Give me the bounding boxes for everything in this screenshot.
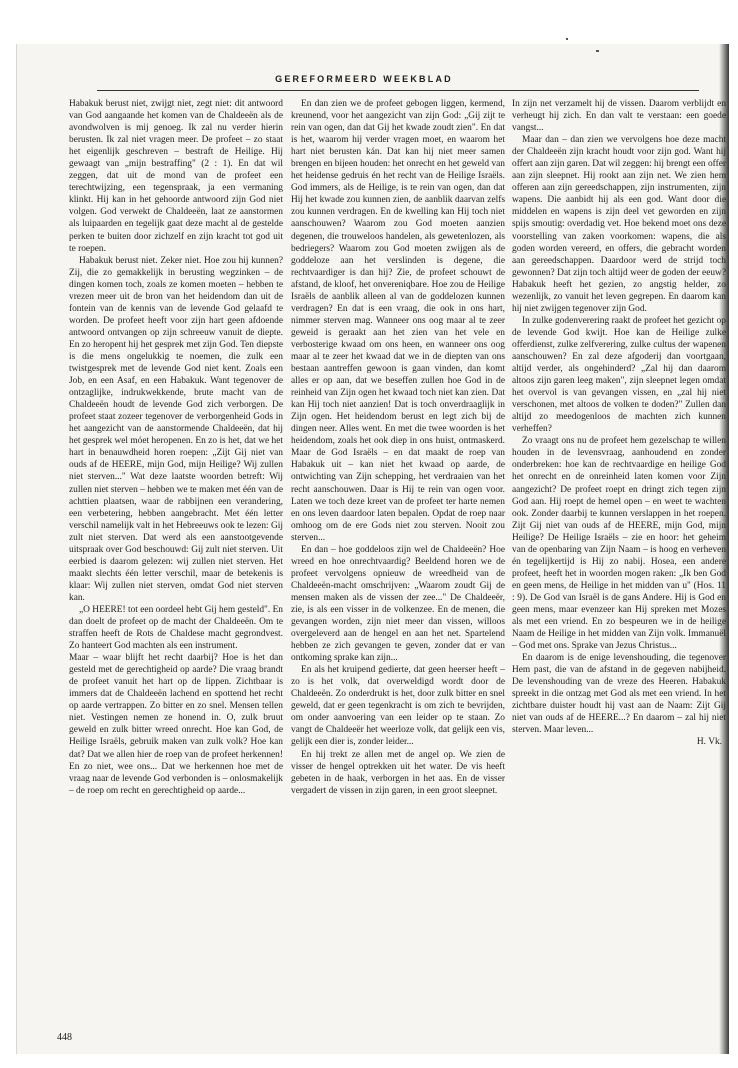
page-number: 448	[57, 1032, 72, 1043]
paragraph: In zijn net verzamelt hij de vissen. Daarom verblijdt en verheugt hij zich. En dan valt te verstaan: een goede vangst...	[512, 99, 726, 134]
paragraph: Habakuk berust niet, zwijgt niet, zegt niet: dit antwoord van God aangaande het komen van de Chaldeeën als de avondwolven is mij genoeg. Ik zal nu verder hierin berusten. Ik zal niet vragen meer. De profeet – zo staat het eigenlijk geschreven – bestraft de Heilige. Hij gewaagt van „mijn bestraffing" (2 : 1). En dat wil zeggen, dat uit de mond van de profeet een terechtwijzing, een tegenspraak, ja een vermaning klinkt. Hij kan in het gehoorde antwoord zijn God niet volgen. God verwekt de Chaldeeën, laat ze aanstormen als luipaarden en tegelijk gaat deze macht al de gestelde perken te buiten door zichzelf en zijn kracht tot god uit te roepen.	[69, 99, 283, 254]
paragraph: En als het kruipend gedierte, dat geen heerser heeft – zo is het volk, dat overweldigd wordt door de Chaldeeën. Zo onderdrukt is het, door zulk bitter en snel geweld, dat er geen tegenkracht is om zich te bevrijden, om onder aanvoering van een leider op te staan. Zo vangt de Chaldeeër het weerloze volk, dat gelijk een vis, gelijk een dier is, zonder leider...	[291, 665, 505, 748]
author-signature: H. Vk.	[696, 737, 722, 748]
scan-speck	[566, 38, 568, 40]
scan-speck	[596, 50, 599, 52]
paragraph: En dan zien we de profeet gebogen liggen, kermend, kreunend, voor het aangezicht van zijn God: „Gij zijt te rein van ogen, dan dat Gij het kwade zoudt zien". En dat is het, waarom hij verder vragen moet, en waarom het hart niet berusten kán. Dat kan hij niet meer samen brengen en bijeen houden: het onrecht en het geweld van het heidense gedruis én het recht van de Heilige Israëls. God immers, als de Heilige, is te rein van ogen, dan dat Hij het kwade zou kunnen zien, de aanblik daarvan zelfs zou kunnen verdragen. En de kwelling kan Hij toch niet aanschouwen? Waarom zou God moeten aanzien degenen, die trouweloos handelen, als gewetenlozen, als bedriegers? Waarom zou God moeten zwijgen als de goddeloze aan het verslinden is degene, die rechtvaardiger is dan hij? Zie, de profeet schouwt de afstand, de kloof, het onvereniqbare. Hoe zou de Heilige Israëls de aanblik alleen al van de goddelozen kunnen verdragen? En dat is een vraag, die ook in ons hart, nimmer sterven mag. Wanneer ons oog maar al te zeer geweid is geraakt aan het zien van het vele en verbosterige kwaad om ons heen, en wanneer ons oog maar al te zeer het kwaad dat we in de diepten van ons bestaan aantreffen gewoon is gaan vinden, dan komt alles er op aan, dat we beseffen zullen hoe God in de reinheid van Zijn ogen het kwaad toch niet kan zien. Dat kan Hij toch niet aanzien! Dat is toch onverdraaglijk in Zijn ogen. Het heidendom berust en legt zich bij de dingen neer. Alles went. En met die twee woorden is het heidendom, zoals het ook diep in ons huist, ontmaskerd. Maar de God Israëls – en dat maakt de roep van Habakuk uit – kan niet het kwaad op aarde, de ontwichting van Zijn schepping, het verdraaien van het recht aanschouwen. Daar is Hij te rein van ogen voor. Laten we toch deze kreet van de profeet ter harte nemen en ons leven daardoor laten bepalen. Opdat de roep naar omhoog om de ere Gods niet zou sterven. Nooit zou sterven...	[291, 99, 505, 543]
paragraph: En daarom is de enige levenshouding, die tegenover Hem past, die van de afstand in de gegeven nabijheid. De levenshouding van de vreze des Heeren. Habakuk spreekt in die ontzag met God als met een vriend. In het zichtbare duister houdt hij vast aan de Naam: Zijt Gij niet van ouds af de HEERE...? En daarom – zal hij niet sterven. Maar leven...	[512, 653, 726, 736]
paragraph: „O HEERE! tot een oordeel hebt Gij hem gesteld". En dan doelt de profeet op de macht der Chaldeeën. Om te straffen heeft de Rots de Chaldese macht gegrondvest. Zo hanteert God machten als een instrument.	[69, 604, 283, 652]
text-column-2	[291, 98, 505, 797]
running-header: GEREFORMEERD WEEKBLAD	[275, 74, 453, 84]
paragraph: Maar dan – dan zien we vervolgens hoe deze macht der Chaldeeën zijn kracht houdt voor zijn god. Want hij offert aan zijn garen. Dat wil zeggen: hij brengt een offer aan zijn sleepnet. Hij rookt aan zijn net. We zien hem offeren aan zijn gereedschappen, zijn instrumenten, zijn wapens. Die aanbidt hij als een god. Want door die middelen en wapens is zijn deel vet geworden en zijn spijs smoutig: overdadig vet. Hoe bekend moet ons deze voorstelling van zaken voorkomen: wapens, die als goden worden vereerd, en offers, die gebracht worden aan gereedschappen. Daardoor werd de strijd toch gewonnen? Dat zijn toch altijd weer de goden der eeuw? Habakuk heeft het gezien, zo angstig helder, zo wezenlijk, zo vanuit het leven gegrepen. En daarom kan hij niet zwijgen tegenover zijn God.	[512, 135, 726, 314]
paragraph: En hij trekt ze allen met de angel op. We zien de visser de hengel optrekken uit het water. De vis heeft gebeten in de haak, verborgen in het aas. En de visser vergadert de vissen in zijn garen, in een groot sleepnet.	[291, 749, 505, 796]
text-column-1	[69, 98, 283, 797]
paragraph: Maar – waar blijft het recht daarbij? Hoe is het dan gesteld met de gerechtigheid op aarde? Die vraag brandt de profeet vanuit het hart op de lippen. Zichtbaar is immers dat de Chaldeeën lachend en spottend het recht op aarde vertrappen. Zo bitter en zo snel. Mensen tellen niet. Vestingen nemen ze honend in. O, zulk bruut geweld en zulk bitter wreed onrecht. Hoe kan God, de Heilige Israëls, gebruik maken van zulk volk? Hoe kan dat? Dat we allen hier de roep van de profeet herkennen! En zo niet, wee ons... Dat we herkennen hoe met de vraag naar de levende God verbonden is – onlosmakelijk – de roep om recht en gerechtigheid op aarde...	[69, 653, 283, 796]
paragraph: In zulke godenverering raakt de profeet het gezicht op de levende God kwijt. Hoe kan de Heilige zulke offerdienst, zulke zelfverering, zulke cultus der wapenen aanschouwen? En zal deze afgoderij dan voortgaan, altijd verder, als ongehinderd? „Zal hij dan daarom altoos zijn garen leeg maken", zijn sleepnet legen omdat het overvol is van gevangen vissen, en „zal hij niet verschonen, met altoos de volken te doden?" Zullen dan altijd zo meedogenloos de machten zich kunnen verheffen?	[512, 315, 726, 435]
magazine-page	[16, 44, 729, 1054]
text-column-3	[512, 98, 726, 749]
header-rule	[97, 90, 699, 91]
paragraph: Zo vraagt ons nu de profeet hem gezelschap te willen houden in de levensvraag, aanhoudend en zonder onderbreken: hoe kan de rechtvaardige en heilige God het onrecht en de onreinheid laten komen voor Zijn aangezicht? De profeet roept en dringt zich tegen zijn God aan. Hij roept de hemel open – en weet te wachten ook. Zonder daarbij te kunnen verslappen in het roepen. Zijt Gij niet van ouds af de HEERE, mijn God, mijn Heilige? De Heilige Israëls – zie en hoor: het geheim van de openbaring van Zijn Naam – is hoog en verheven én tegelijkertijd is Hij zo nabij. Hosea, een andere profeet, heeft het in woorden mogen raken: „Ik ben God en geen mens, de Heilige in het midden van u" (Hos. 11 : 9). De God van Israël is de gans Andere. Hij is God en geen mens, maar evenzeer kan Hij spreken met Mozes als met een vriend. En zo bespeuren we in de heilige Naam de Heilige in het midden van Zijn volk. Immanuël – God met ons. Sprake van Jezus Christus...	[512, 436, 726, 652]
paragraph: En dan – hoe goddeloos zijn wel de Chaldeeën? Hoe wreed en hoe onrechtvaardig? Beeldend horen we de profeet vervolgens opnieuw de wreedheid van de Chaldeeën-macht omschrijven: „Waarom zoudt Gij de mensen maken als de vissen der zee..." De Chaldeeër, zie, is als een visser in de volkenzee. En de menen, die gevangen worden, zijn niet meer dan vissen, willoos overgeleverd aan de hengel en aan het net. Spartelend hebben ze zich gevangen te geven, zonder dat er van ontkoming sprake kan zijn...	[291, 544, 505, 664]
paragraph: Habakuk berust niet. Zeker niet. Hoe zou hij kunnen? Zij, die zo gemakkelijk in berusting wegzinken – de dingen komen toch, zoals ze komen moeten – hebben te vrezen meer uit de bron van het heidendom dan uit de fontein van de kennis van de levende God gelaafd te worden. De profeet heeft voor zijn hart geen afdoende antwoord ontvangen op zijn schreeuw vanuit de diepte. En zo heropent hij het gesprek met zijn God. Ten diepste is die mens ongelukkig te noemen, die zulk een twistgesprek met de levende God niet kent. Zoals een Job, en een Asaf, en een Habakuk. Want tegenover de ontzaglijke, indrukwekkende, brute macht van de Chaldeeën houdt de levende God zich verborgen. De profeet staat zozeer tegenover de verborgenheid Gods in het aangezicht van de aanstormende Chaldeeën, dat hij het gesprek wel móet heropenen. En zo is het, dat we het hart in benauwdheid horen roepen: „Zijt Gij niet van ouds af de HEERE, mijn God, mijn Heilige? Wij zullen niet sterven..." Wat deze laatste woorden betreft: Wij zullen niet sterven – hebben we te maken met één van de achttien plaatsen, waar de rabbijnen een verandering, een verbetering, hebben aangebracht. Met één letter verschil namelijk valt in het Hebreeuws ook te lezen: Gij zult niet sterven. Dat werd als een aanstootgevende uitspraak over God beschouwd: Gij zult niet sterven. Uit eerbied is daarom gelezen: wij zullen niet sterven. Het maakt slechts één letter verschil, maar de betekenis is klaar: Wij zullen niet sterven, omdat God niet sterven kan.	[69, 255, 283, 603]
